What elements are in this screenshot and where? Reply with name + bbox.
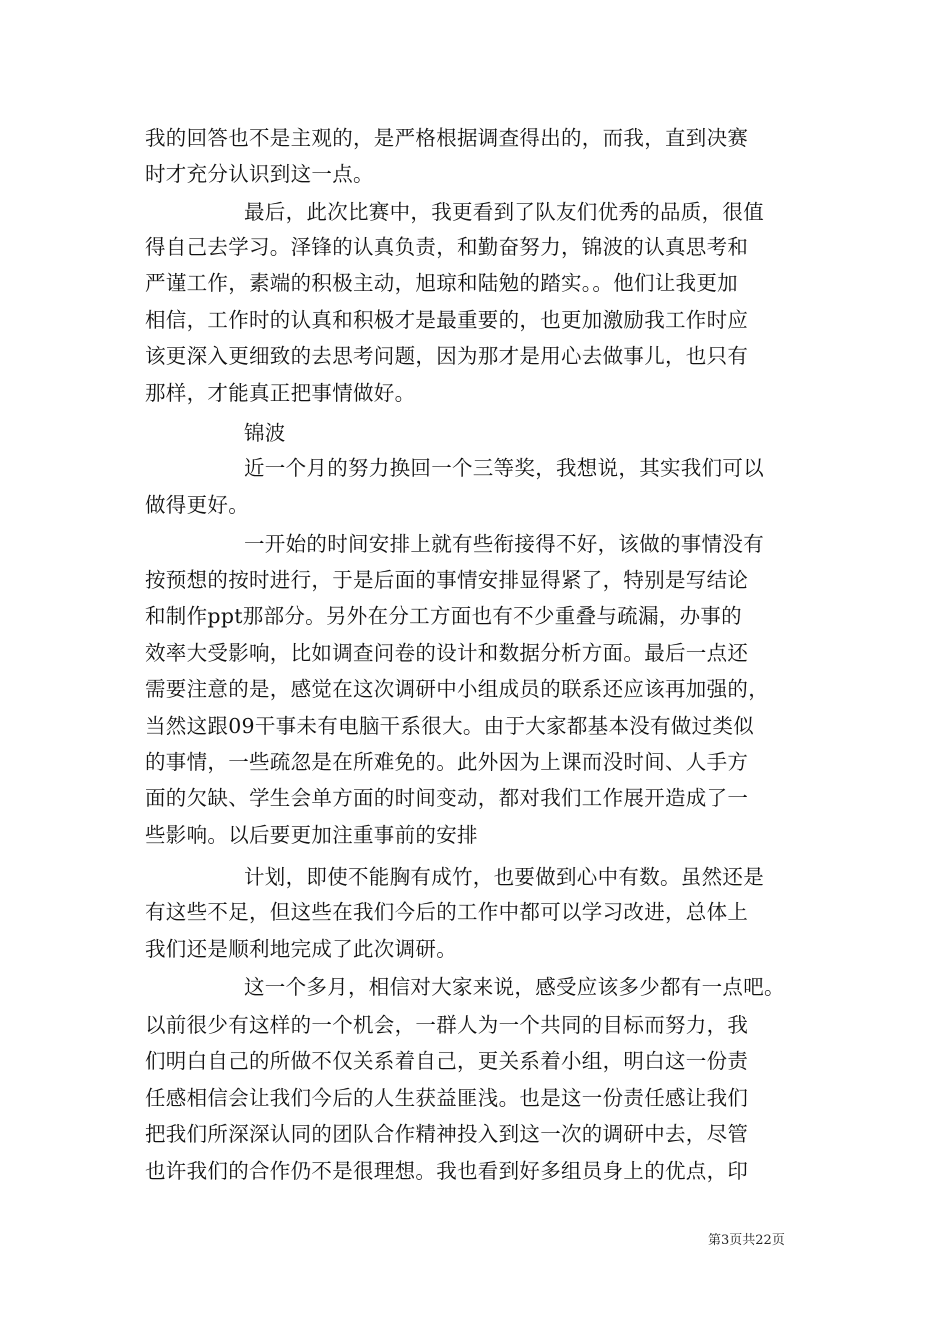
page-number-footer: 第3页共22页 [708,1233,785,1248]
text-line: 任感相信会让我们今后的人生获益匪浅。也是这一份责任感让我们 [145,1086,749,1110]
text-line: 得自己去学习。泽锋的认真负责，和勤奋努力，锦波的认真思考和 [145,235,749,259]
text-line: 近一个月的努力换回一个三等奖，我想说，其实我们可以 [244,456,764,480]
text-line: 也许我们的合作仍不是很理想。我也看到好多组员身上的优点，印 [145,1159,749,1183]
text-line: 的事情，一些疏忽是在所难免的。此外因为上课而没时间、人手方 [145,750,749,774]
text-line: 有这些不足，但这些在我们今后的工作中都可以学习改进，总体上 [145,900,749,924]
text-line: 把我们所深深认同的团队合作精神投入到这一次的调研中去，尽管 [145,1122,749,1146]
text-line: 做得更好。 [145,493,249,517]
section-name: 锦波 [244,421,286,445]
text-line: 一开始的时间安排上就有些衔接得不好，该做的事情没有 [244,532,764,556]
text-line: 们明白自己的所做不仅关系着自己，更关系着小组，明白这一份责 [145,1049,749,1073]
text-line: 以前很少有这样的一个机会，一群人为一个共同的目标而努力，我 [145,1013,749,1037]
text-line: 计划，即使不能胸有成竹，也要做到心中有数。虽然还是 [244,865,764,889]
text-line: 我们还是顺利地完成了此次调研。 [145,937,457,961]
text-line: 需要注意的是，感觉在这次调研中小组成员的联系还应该再加强的， [145,677,769,701]
text-line: 当然这跟09干事未有电脑干系很大。由于大家都基本没有做过类似 [145,714,755,738]
text-line: 严谨工作，素端的积极主动，旭琼和陆勉的踏实。。他们让我更加 [145,271,738,295]
text-line: 和制作ppt那部分。另外在分工方面也有不少重叠与疏漏，办事的 [145,604,742,628]
text-line: 效率大受影响，比如调查问卷的设计和数据分析方面。最后一点还 [145,641,749,665]
text-line: 面的欠缺、学生会单方面的时间变动，都对我们工作展开造成了一 [145,786,749,810]
text-line: 按预想的按时进行，于是后面的事情安排显得紧了，特别是写结论 [145,568,749,592]
text-line: 相信，工作时的认真和积极才是最重要的，也更加激励我工作时应 [145,308,749,332]
text-line: 那样，才能真正把事情做好。 [145,381,416,405]
text-line: 这一个多月，相信对大家来说，感受应该多少都有一点吧。 [244,975,785,999]
text-line: 该更深入更细致的去思考问题，因为那才是用心去做事儿，也只有 [145,344,749,368]
text-line: 些影响。以后要更加注重事前的安排 [145,823,478,847]
text-line: 我的回答也不是主观的，是严格根据调查得出的，而我，直到决赛 [145,126,749,150]
text-line: 最后，此次比赛中，我更看到了队友们优秀的品质，很值 [244,200,764,224]
text-line: 时才充分认识到这一点。 [145,162,374,186]
